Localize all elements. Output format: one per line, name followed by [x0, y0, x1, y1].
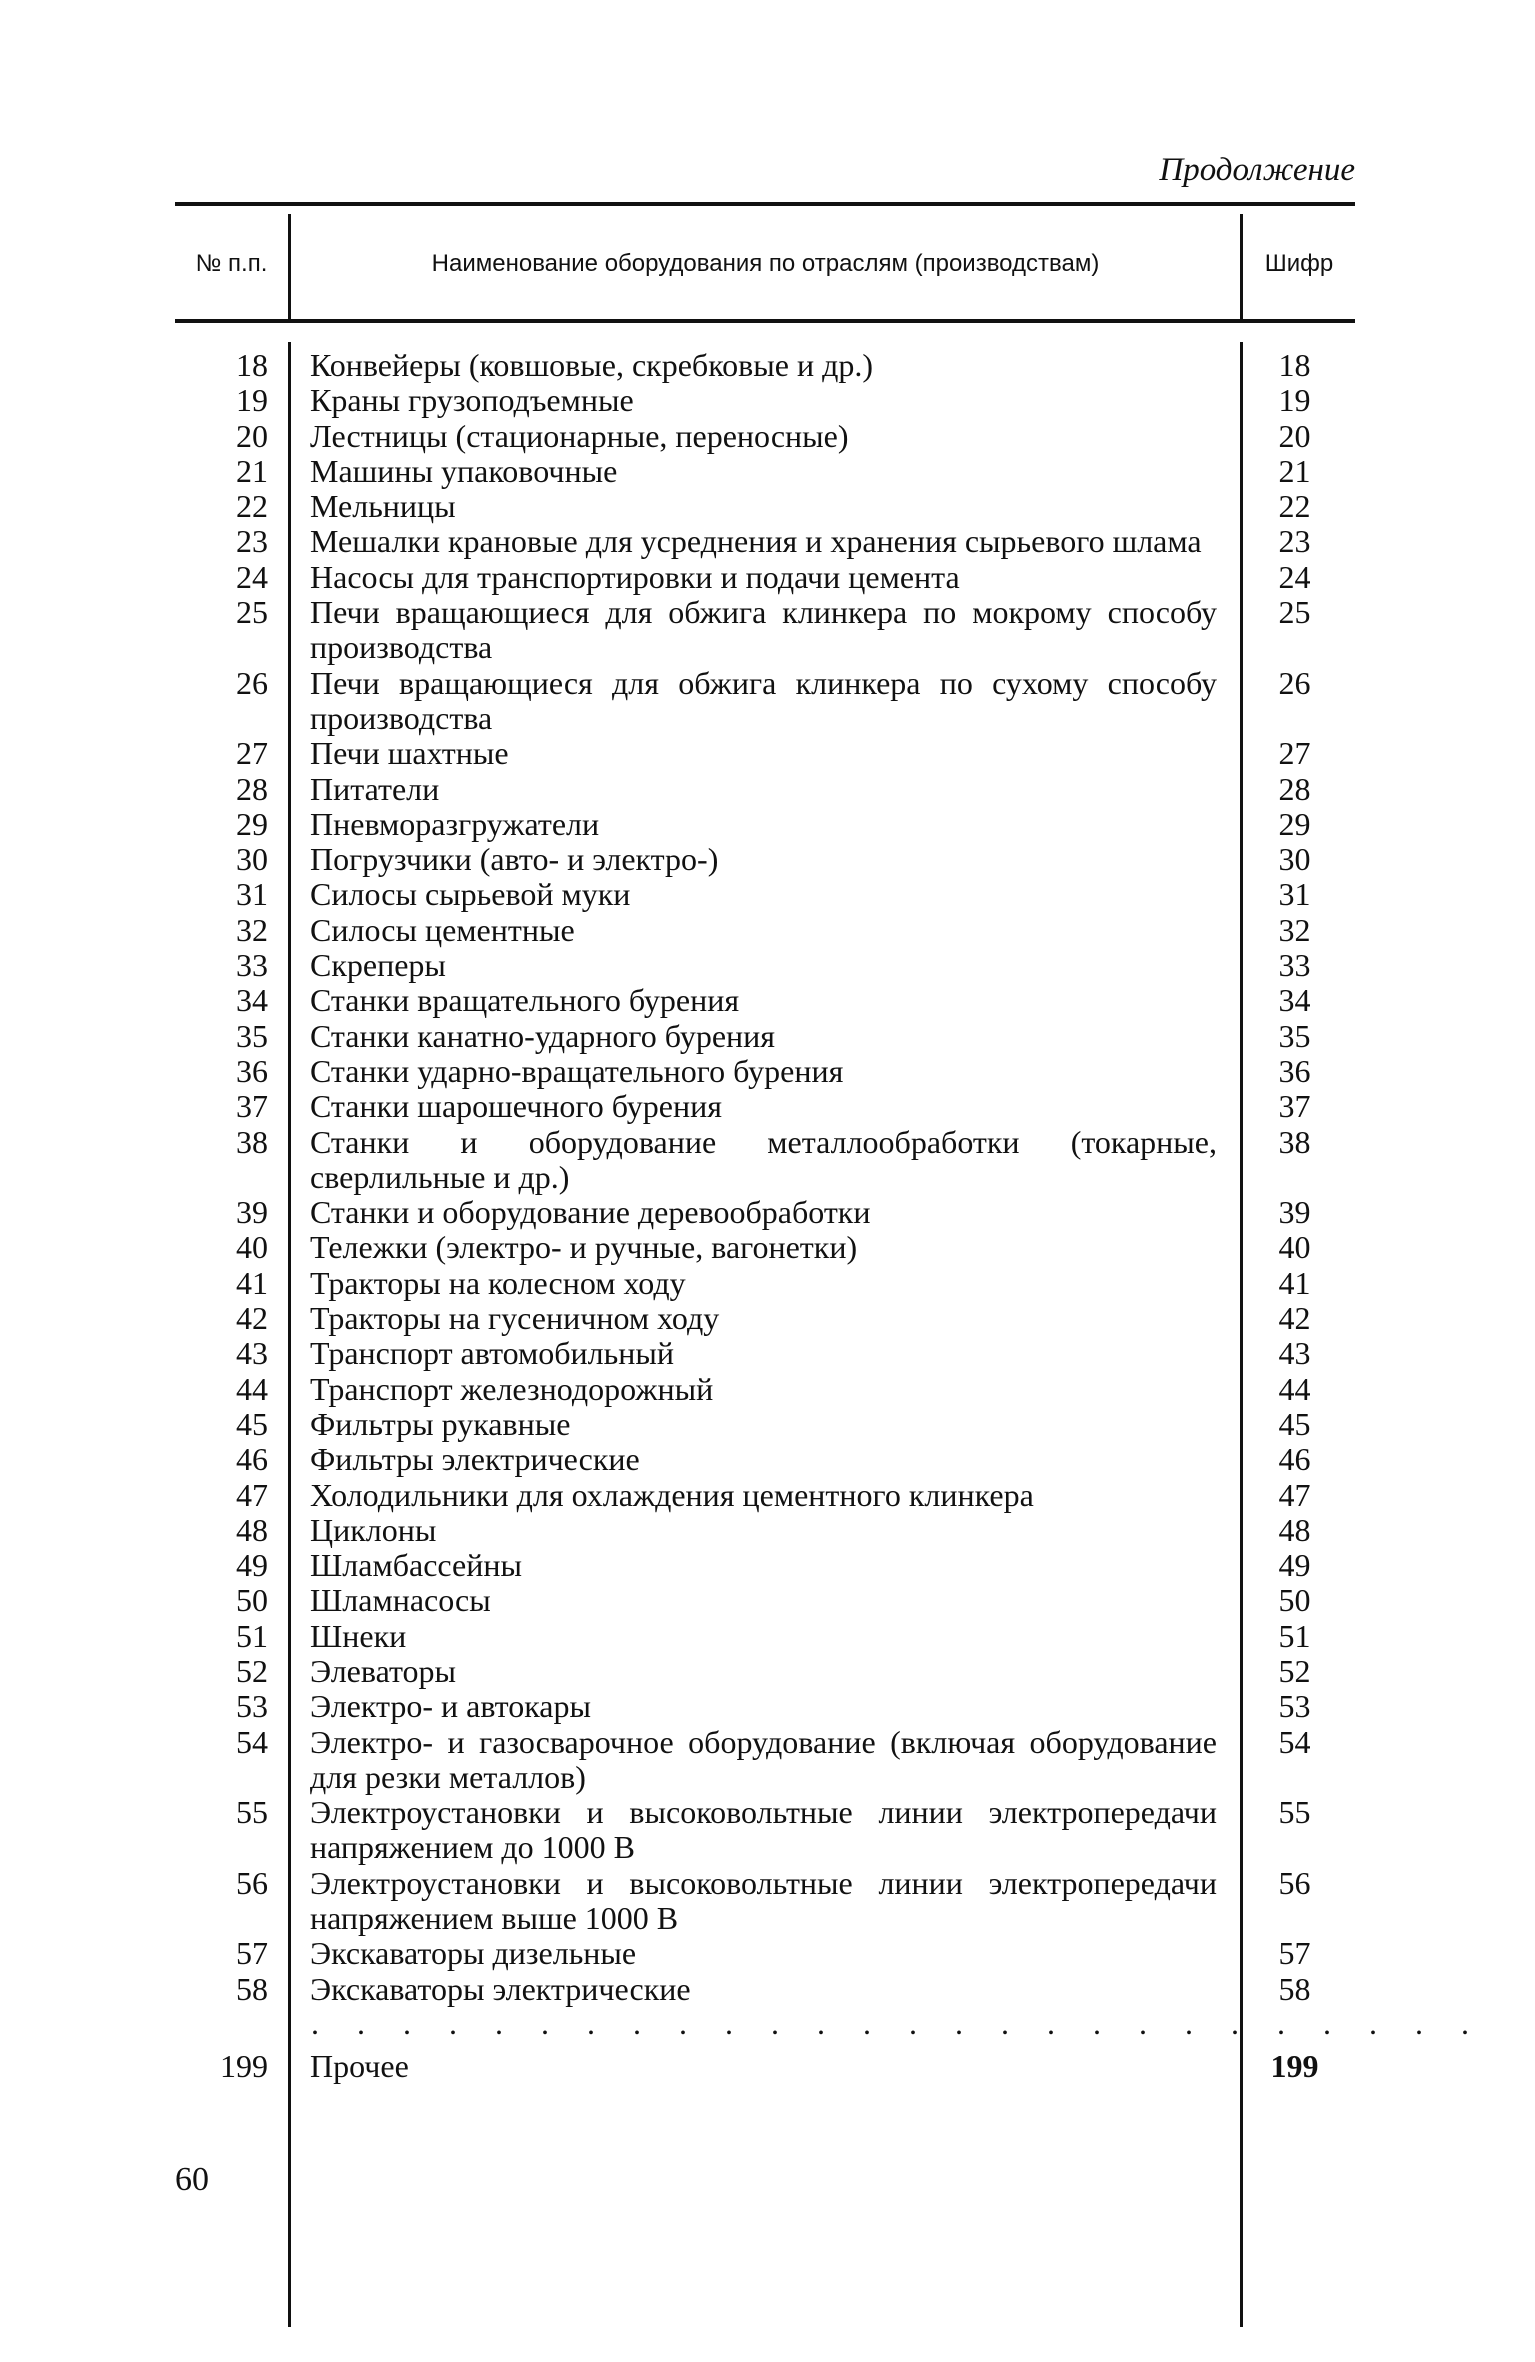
table-row — [175, 595, 1355, 666]
row-number: 25 — [236, 594, 268, 631]
equipment-code: 55 — [1278, 1794, 1311, 1831]
table-row — [175, 1689, 1355, 1724]
equipment-name: Электро- и газосварочное оборудование (включая оборудование для резки металлов) — [310, 1723, 1217, 1795]
equipment-name: Тележки (электро- и ручные, вагонетки) — [310, 1229, 858, 1266]
equipment-code: 36 — [1278, 1052, 1311, 1089]
equipment-name: Печи шахтные — [310, 735, 509, 772]
row-number: 37 — [236, 1088, 268, 1125]
equipment-name: Конвейеры (ковшовые, скребковые и др.) — [310, 347, 873, 383]
table-row — [175, 1972, 1355, 2007]
table-row — [175, 1195, 1355, 1230]
row-number: 57 — [236, 1935, 268, 1972]
row-number: 48 — [236, 1511, 268, 1548]
row-number: 42 — [236, 1300, 268, 1337]
table-row — [175, 948, 1355, 983]
row-number: 56 — [236, 1864, 268, 1901]
equipment-name: Транспорт железнодорожный — [310, 1370, 714, 1407]
equipment-name: Прочее — [310, 2047, 409, 2084]
equipment-code: 53 — [1278, 1688, 1311, 1725]
table-row — [175, 1230, 1355, 1265]
equipment-code: 38 — [1278, 1123, 1311, 1160]
row-number: 44 — [236, 1370, 268, 1407]
table-row — [175, 983, 1355, 1018]
equipment-code: 51 — [1278, 1617, 1311, 1654]
equipment-name: Шламбассейны — [310, 1547, 522, 1584]
equipment-code: 28 — [1278, 770, 1311, 807]
table-row — [175, 524, 1355, 559]
equipment-code: 22 — [1278, 488, 1311, 525]
table-row — [175, 1725, 1355, 1796]
equipment-name: Электро- и автокары — [310, 1688, 591, 1725]
table-row — [175, 666, 1355, 737]
equipment-name: Элеваторы — [310, 1652, 456, 1689]
row-number: 21 — [236, 452, 268, 489]
column-header-number: № п.п. — [195, 250, 268, 277]
equipment-code: 57 — [1278, 1935, 1311, 1972]
equipment-name: Холодильники для охлаждения цементного клинкера — [310, 1476, 1034, 1513]
header-bottom-rule — [175, 319, 1355, 323]
row-number: 51 — [236, 1617, 268, 1654]
table-row — [175, 1583, 1355, 1618]
equipment-name: Станки и оборудование металлообработки (токарные, сверлильные и др.) — [310, 1123, 1217, 1195]
row-number: 33 — [236, 947, 268, 984]
table-row — [175, 1019, 1355, 1054]
table-row — [175, 1654, 1355, 1689]
page-number: 60 — [175, 2161, 209, 2198]
equipment-code: 27 — [1278, 735, 1311, 772]
table-row — [175, 454, 1355, 489]
table-row — [175, 877, 1355, 912]
equipment-code: 34 — [1278, 982, 1311, 1019]
equipment-name: Экскаваторы дизельные — [310, 1935, 637, 1972]
table-row — [175, 1548, 1355, 1583]
equipment-code: 43 — [1278, 1335, 1311, 1372]
table-row — [175, 1054, 1355, 1089]
equipment-name: Станки и оборудование деревообработки — [310, 1194, 871, 1231]
row-number: 30 — [236, 841, 268, 878]
equipment-code: 42 — [1278, 1300, 1311, 1337]
row-number: 199 — [220, 2047, 268, 2084]
equipment-name: Фильтры электрические — [310, 1441, 640, 1478]
equipment-name: Мешалки крановые для усреднения и хранения сырьевого шлама — [310, 523, 1202, 560]
table-row — [175, 348, 1355, 383]
table-row — [175, 1513, 1355, 1548]
table-row — [175, 560, 1355, 595]
equipment-code: 199 — [1270, 2047, 1319, 2084]
table-row — [175, 1266, 1355, 1301]
table-row — [175, 1372, 1355, 1407]
row-number: 43 — [236, 1335, 268, 1372]
continuation-label: Продолжение — [1159, 152, 1355, 188]
table-row — [175, 736, 1355, 771]
row-number: 35 — [236, 1017, 268, 1054]
row-number: 18 — [236, 347, 268, 383]
table-row — [175, 772, 1355, 807]
table-row — [175, 1442, 1355, 1477]
row-number: 55 — [236, 1794, 268, 1831]
row-number: 53 — [236, 1688, 268, 1725]
equipment-name: Транспорт автомобильный — [310, 1335, 674, 1372]
equipment-code: 45 — [1278, 1405, 1311, 1442]
equipment-name: Краны грузоподъемные — [310, 382, 634, 419]
equipment-code: 49 — [1278, 1547, 1311, 1584]
equipment-code: 58 — [1278, 1970, 1311, 2007]
row-number: 19 — [236, 382, 268, 419]
row-number: 52 — [236, 1652, 268, 1689]
table-body — [175, 347, 1484, 2084]
equipment-code: 35 — [1278, 1017, 1311, 1054]
equipment-code: 44 — [1278, 1370, 1311, 1407]
ellipsis-dots: . . . . . . . . . . . . . . . . . . . . . . . . . . — [311, 2004, 1484, 2041]
row-number: 40 — [236, 1229, 268, 1266]
equipment-name: Силосы цементные — [310, 911, 575, 948]
row-number: 39 — [236, 1194, 268, 1231]
equipment-code: 21 — [1278, 452, 1311, 489]
row-number: 27 — [236, 735, 268, 772]
equipment-code: 31 — [1278, 876, 1311, 913]
equipment-name: Питатели — [310, 770, 440, 807]
equipment-name: Машины упаковочные — [310, 452, 618, 489]
equipment-name: Станки ударно-вращательного бурения — [310, 1052, 844, 1089]
equipment-code: 48 — [1278, 1511, 1311, 1548]
row-number: 38 — [236, 1123, 268, 1160]
equipment-code: 20 — [1278, 417, 1311, 454]
table-row — [175, 1125, 1355, 1196]
row-number: 54 — [236, 1723, 268, 1760]
table-row — [175, 419, 1355, 454]
row-number: 31 — [236, 876, 268, 913]
row-number: 58 — [236, 1970, 268, 2007]
row-number: 28 — [236, 770, 268, 807]
row-number: 34 — [236, 982, 268, 1019]
table-row — [175, 1301, 1355, 1336]
row-number: 45 — [236, 1405, 268, 1442]
equipment-code: 54 — [1278, 1723, 1311, 1760]
equipment-name: Электроустановки и высоковольтные линии электропередачи напряжением выше 1000 В — [310, 1864, 1217, 1937]
table-row — [175, 1089, 1355, 1124]
table-row — [175, 807, 1355, 842]
equipment-code: 37 — [1278, 1088, 1311, 1125]
equipment-code: 30 — [1278, 841, 1311, 878]
equipment-code: 41 — [1278, 1264, 1311, 1301]
row-number: 26 — [236, 664, 268, 701]
row-number: 24 — [236, 558, 268, 595]
row-number: 23 — [236, 523, 268, 560]
table-row — [175, 383, 1355, 418]
equipment-code: 46 — [1278, 1441, 1311, 1478]
equipment-name: Электроустановки и высоковольтные линии электропередачи напряжением до 1000 В — [310, 1794, 1217, 1866]
table-row — [175, 489, 1355, 524]
column-header-code: Шифр — [1264, 250, 1334, 277]
equipment-name: Циклоны — [310, 1511, 437, 1548]
row-number: 46 — [236, 1441, 268, 1478]
equipment-name: Шламнасосы — [310, 1582, 491, 1619]
equipment-name: Печи вращающиеся для обжига клинкера по мокрому способу производства — [310, 594, 1217, 666]
row-number: 36 — [236, 1052, 268, 1089]
table-row — [175, 842, 1355, 877]
equipment-name: Тракторы на гусеничном ходу — [310, 1300, 720, 1337]
equipment-name: Погрузчики (авто- и электро-) — [310, 841, 719, 878]
table-row — [175, 1336, 1355, 1371]
equipment-code: 50 — [1278, 1582, 1311, 1619]
row-number: 20 — [236, 417, 268, 454]
row-number: 22 — [236, 488, 268, 525]
equipment-code: 29 — [1278, 805, 1311, 842]
equipment-code: 52 — [1278, 1652, 1311, 1689]
equipment-code: 39 — [1278, 1194, 1311, 1231]
equipment-name: Насосы для транспортировки и подачи цемента — [310, 558, 960, 595]
equipment-code: 25 — [1278, 594, 1311, 631]
equipment-code: 56 — [1278, 1864, 1311, 1901]
row-number: 49 — [236, 1547, 268, 1584]
equipment-code: 33 — [1278, 947, 1311, 984]
table-row-last — [175, 2049, 1355, 2084]
equipment-name: Силосы сырьевой муки — [310, 876, 631, 913]
table-top-rule — [175, 202, 1355, 206]
equipment-code: 40 — [1278, 1229, 1311, 1266]
row-number: 41 — [236, 1264, 268, 1301]
ellipsis-row — [175, 2004, 1484, 2049]
equipment-name: Тракторы на колесном ходу — [310, 1264, 686, 1301]
row-number: 50 — [236, 1582, 268, 1619]
equipment-name: Экскаваторы электрические — [310, 1970, 691, 2007]
equipment-code: 18 — [1278, 347, 1311, 383]
equipment-name: Лестницы (стационарные, переносные) — [310, 417, 849, 454]
equipment-code: 24 — [1278, 558, 1311, 595]
table-row — [175, 1795, 1355, 1866]
equipment-name: Пневморазгружатели — [310, 805, 600, 842]
equipment-code: 32 — [1278, 911, 1311, 948]
equipment-name: Станки канатно-ударного бурения — [310, 1017, 775, 1054]
row-number: 47 — [236, 1476, 268, 1513]
equipment-code: 19 — [1278, 382, 1311, 419]
column-header-name: Наименование оборудования по отраслям (производствам) — [431, 250, 1100, 277]
equipment-name: Шнеки — [310, 1617, 407, 1654]
row-number: 32 — [236, 911, 268, 948]
equipment-name: Станки шарошечного бурения — [310, 1088, 722, 1125]
equipment-name: Печи вращающиеся для обжига клинкера по сухому способу производства — [310, 664, 1217, 736]
table-row — [175, 1407, 1355, 1442]
table-row — [175, 1478, 1355, 1513]
equipment-name: Скреперы — [310, 947, 446, 984]
equipment-name: Фильтры рукавные — [310, 1405, 571, 1442]
equipment-code: 23 — [1278, 523, 1311, 560]
table-row — [175, 1866, 1355, 1937]
row-number: 29 — [236, 805, 268, 842]
equipment-code: 26 — [1278, 664, 1311, 701]
table-row — [175, 913, 1355, 948]
table-row — [175, 1936, 1355, 1971]
equipment-name: Мельницы — [310, 488, 456, 525]
equipment-name: Станки вращательного бурения — [310, 982, 740, 1019]
equipment-code: 47 — [1278, 1476, 1311, 1513]
table-row — [175, 1619, 1355, 1654]
